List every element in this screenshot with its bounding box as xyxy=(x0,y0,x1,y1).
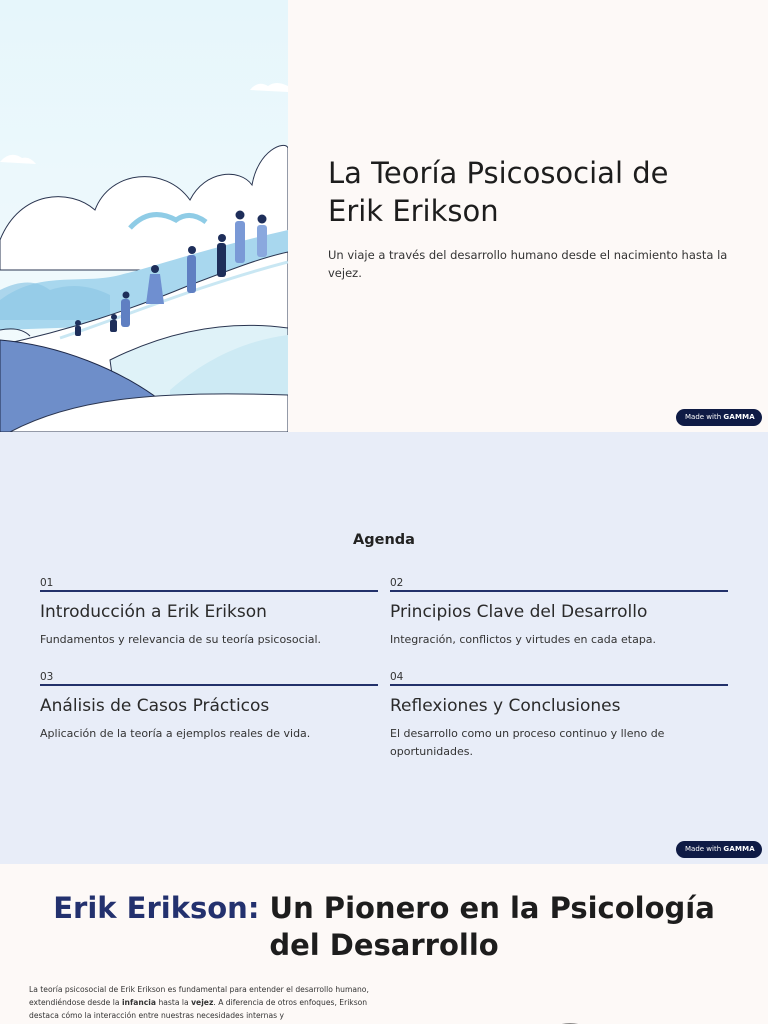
agenda-item-number: 03 xyxy=(40,671,54,683)
badge-prefix: Made with xyxy=(685,845,722,853)
paragraph-text: hasta la xyxy=(156,998,192,1007)
agenda-slide xyxy=(0,432,768,864)
made-with-gamma-badge[interactable] xyxy=(676,841,762,858)
agenda-item-number: 02 xyxy=(390,577,404,589)
paragraph-bold: infancia xyxy=(121,998,157,1007)
agenda-item-title: Análisis de Casos Prácticos xyxy=(40,696,270,716)
agenda-item-description: Fundamentos y relevancia de su teoría psicosocial. xyxy=(40,633,322,646)
paragraph-text: . A diferencia de otros enfoques, Erikson destaca cómo la interacción entre nuestras necesidades internas y xyxy=(29,998,368,1020)
agenda-item-number: 04 xyxy=(390,671,404,683)
title-slide xyxy=(0,0,768,432)
agenda-item xyxy=(40,670,378,743)
agenda-item-title: Reflexiones y Conclusiones xyxy=(390,696,621,716)
intro-paragraph xyxy=(29,983,379,1022)
agenda-item-number: 01 xyxy=(40,577,54,589)
badge-prefix: Made with xyxy=(685,413,722,421)
agenda-item xyxy=(390,670,728,761)
agenda-item-title: Principios Clave del Desarrollo xyxy=(390,602,648,622)
presentation-title: La Teoría Psicosocial de Erik Erikson xyxy=(328,156,669,228)
gamma-logo: GAMMA xyxy=(723,413,755,421)
slide-image xyxy=(400,982,740,1024)
agenda-item-description: Aplicación de la teoría a ejemplos reales de vida. xyxy=(40,727,311,740)
slide-title xyxy=(40,890,728,964)
hiking-family-illustration xyxy=(0,0,288,432)
agenda-item xyxy=(40,576,378,649)
paragraph-bold: vejez xyxy=(191,998,214,1007)
slide-title-highlight: Erik Erikson: xyxy=(53,891,260,925)
agenda-heading: Agenda xyxy=(353,532,415,548)
gamma-logo: GAMMA xyxy=(723,845,755,853)
erikson-pioneer-slide xyxy=(0,864,768,1024)
presentation-subtitle: Un viaje a través del desarrollo humano desde el nacimiento hasta la vejez. xyxy=(328,248,728,280)
agenda-item xyxy=(390,576,728,649)
agenda-divider xyxy=(40,590,378,592)
slide-title-rest: Un Pionero en la Psicología del Desarrollo xyxy=(259,891,715,962)
agenda-item-description: El desarrollo como un proceso continuo y lleno de oportunidades. xyxy=(390,727,665,758)
agenda-item-description: Integración, conflictos y virtudes en cada etapa. xyxy=(390,633,657,646)
made-with-gamma-badge[interactable] xyxy=(676,409,762,426)
agenda-divider xyxy=(40,684,378,686)
agenda-divider xyxy=(390,684,728,686)
agenda-item-title: Introducción a Erik Erikson xyxy=(40,602,267,622)
agenda-divider xyxy=(390,590,728,592)
paragraph-text: La teoría psicosocial de Erik Erikson es fundamental para entender el desarrollo humano, extendiéndose desde la xyxy=(29,985,369,1007)
